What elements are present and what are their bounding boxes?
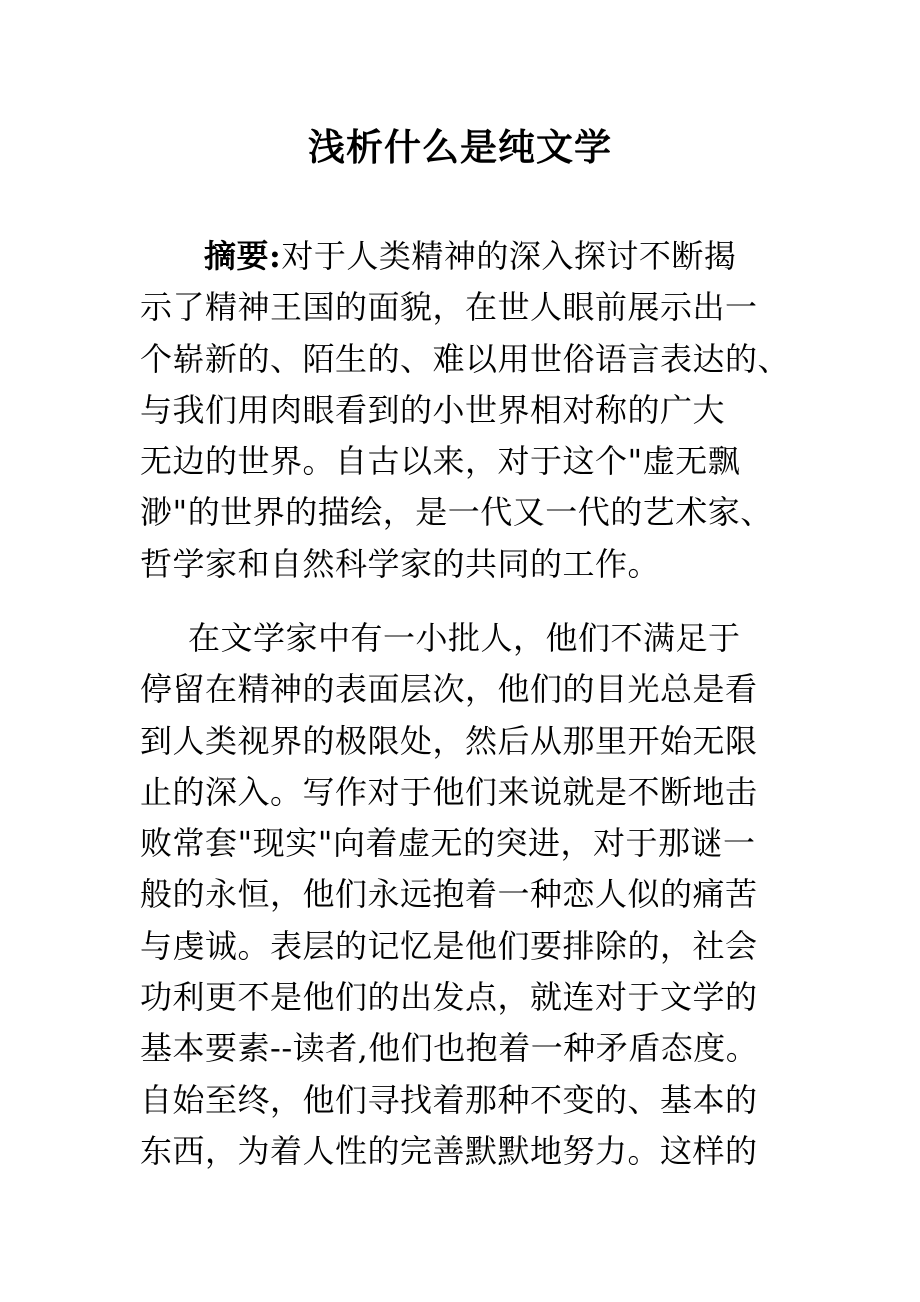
- body-paragraph: [140, 613, 758, 1177]
- abstract-line: 与我们用肉眼看到的小世界相对称的广大: [140, 390, 726, 429]
- abstract-line: 无边的世界。自古以来，对于这个"虚无飘: [140, 442, 741, 481]
- body-line: 停留在精神的表面层次，他们的目光总是看: [140, 670, 758, 709]
- body-line: 般的永恒，他们永远抱着一种恋人似的痛苦: [140, 875, 758, 914]
- body-line: 与虔诚。表层的记忆是他们要排除的，社会: [140, 926, 758, 965]
- abstract-line: 渺"的世界的描绘，是一代又一代的艺术家、: [140, 493, 773, 532]
- body-line: 止的深入。写作对于他们来说就是不断地击: [140, 772, 758, 811]
- body-line: 功利更不是他们的出发点，就连对于文学的: [140, 978, 758, 1017]
- abstract-line: [140, 231, 790, 282]
- document-title: 浅析什么是纯文学: [308, 126, 612, 169]
- body-line: 到人类视界的极限处，然后从那里开始无限: [140, 721, 758, 760]
- body-line: 在文学家中有一小批人，他们不满足于: [188, 619, 741, 657]
- body-line: 败常套"现实"向着虚无的突进，对于那谜一: [140, 824, 756, 863]
- abstract-paragraph: [140, 231, 790, 590]
- abstract-label: 摘要:: [204, 237, 282, 275]
- body-line: 东西，为着人性的完善默默地努力。这样的: [140, 1131, 758, 1170]
- abstract-line: 示了精神王国的面貌，在世人眼前展示出一: [140, 288, 758, 327]
- abstract-line: 个崭新的、陌生的、难以用世俗语言表达的、: [140, 339, 791, 378]
- body-line: 自始至终，他们寻找着那种不变的、基本的: [140, 1080, 758, 1119]
- body-line: 基本要素--读者,他们也抱着一种矛盾态度。: [140, 1029, 759, 1068]
- abstract-line: 哲学家和自然科学家的共同的工作。: [140, 544, 661, 583]
- abstract-line-text: 对于人类精神的深入探讨不断揭: [281, 237, 737, 275]
